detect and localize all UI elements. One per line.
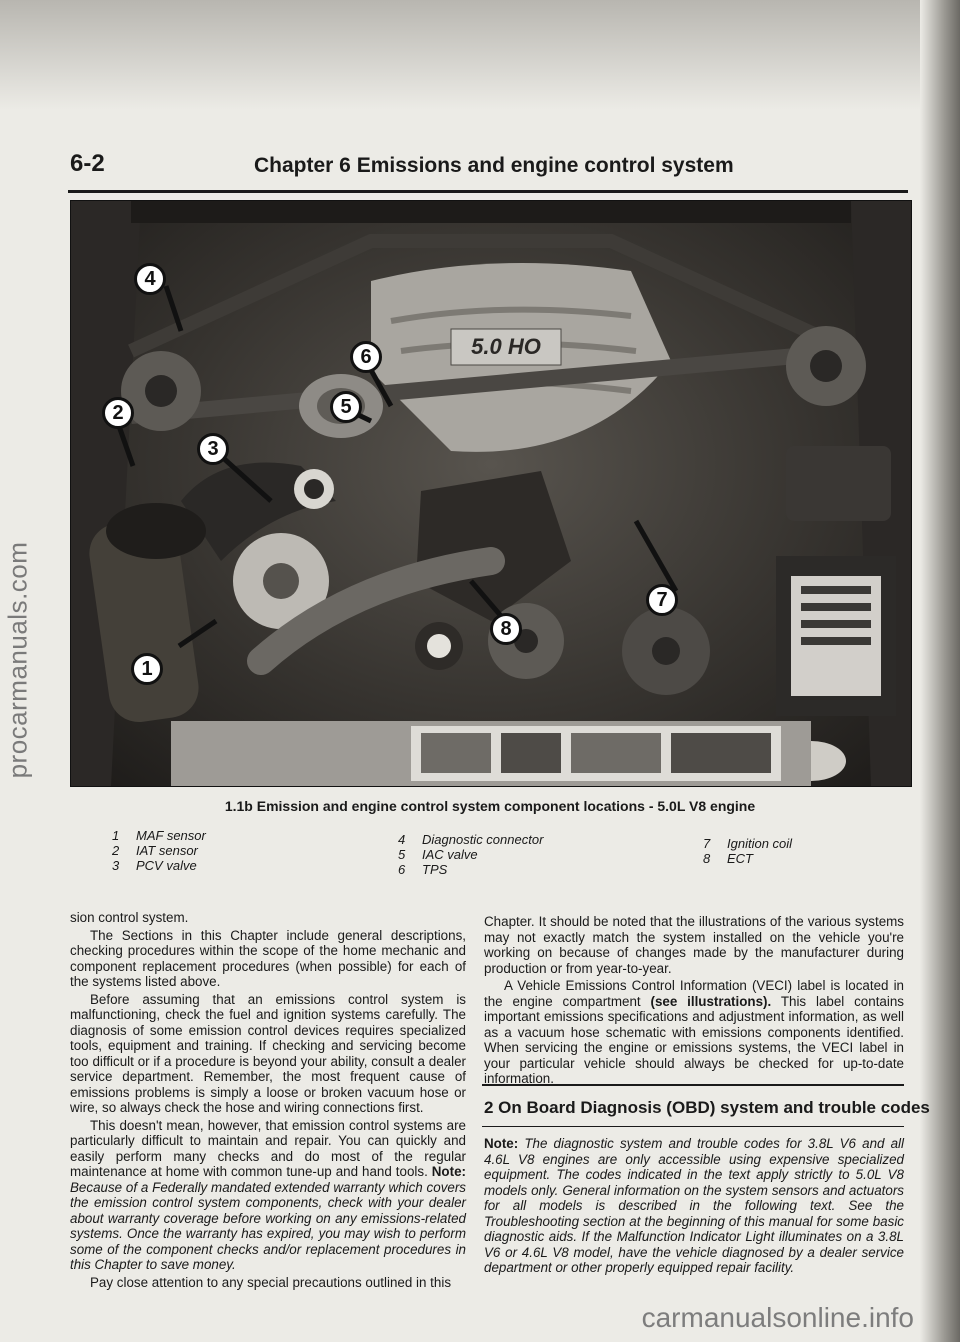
legend-column-2 [398,832,543,877]
legend-item: 5 IAC valve [398,847,478,862]
legend-item: 4 Diagnostic connector [398,832,544,847]
callout-3: 3 [197,433,229,465]
legend-item: 3 PCV valve [112,858,197,873]
callout-1: 1 [131,653,163,685]
paragraph: Pay close attention to any special precautions outlined in this [90,1274,452,1290]
legend-item: 2 IAT sensor [112,843,198,858]
engine-photo [70,200,912,787]
legend-item: 1 MAF sensor [112,828,206,843]
page-top-shadow [0,0,960,110]
paragraph: Note: The diagnostic system and trouble codes for 3.8L V6 and all 4.6L V8 engines are only accessible using expensive specialized equipment. The codes indicated in the text apply strictly to 5.0L V8 models only. General information on the system sensors and actuators for all models is described in the following text. See the Troubleshooting section at the beginning of this manual for some basic diagnostic aids. If the Malfunction Indicator Light illuminates on a 3.8L V6 or 4.6L V8 model, have the vehicle diagnosed by a dealer service department or other properly equipped repair facility. [484,1136,904,1275]
callout-2: 2 [102,397,134,429]
book-spine-shadow [920,0,960,1342]
paragraph: This doesn't mean, however, that emission control systems are particularly difficult to maintain and repair. You can quickly and easily perform many checks and do most of the regular maintenance at home with common tune-up and hand tools. Note: Because of a Federally mandated extended warranty which covers the emission control system components, check with your dealer about warranty coverage before working on any emissions-related systems. Once the warranty has expired, you may wish to perform some of the component checks and/or replacement procedures in this Chapter to save money. [70,1117,466,1272]
section-rule-bottom [482,1126,904,1127]
paragraph: The Sections in this Chapter include general descriptions, checking procedures within the scope of the home mechanic and component replacement procedures (when possible) for each of the systems listed above. [70,927,466,989]
callout-7: 7 [646,584,678,616]
legend-item: 6 TPS [398,862,448,877]
section-heading: 2 On Board Diagnosis (OBD) system and trouble codes [484,1098,930,1117]
figure-caption: 1.1b Emission and engine control system component locations - 5.0L V8 engine [224,798,756,814]
engine-photo-illustration [71,201,911,786]
obd-note [484,1136,904,1278]
paragraph: A Vehicle Emissions Control Information (VECI) label is located in the engine compartment (see illustrations). This label contains important emissions specifications and adjustment information, as well as a vacuum hose schematic with emissions components identified. When servicing the engine or emissions systems, the VECI label in your particular vehicle should always be checked for up-to-date information. [484,978,904,1086]
legend-item: 7 Ignition coil [703,836,793,851]
bottom-watermark: carmanualsonline.info [641,1302,914,1333]
legend-column-3 [703,836,792,866]
chapter-title: Chapter 6 Emissions and engine control system [254,154,734,177]
page-number: 6-2 [70,150,105,177]
engine-emblem-text: 5.0 HO [471,334,541,359]
right-text-column [484,914,904,1089]
paragraph: Chapter. It should be noted that the illustrations of the various systems may not exactly match the system installed on the vehicle you're working on because of changes made by the manufacturer during production or from year-to-year. [484,914,904,976]
left-text-column [70,910,466,1292]
paragraph: Before assuming that an emissions control system is malfunctioning, check the fuel and ignition systems carefully. The diagnosis of some emission control devices requires specialized tools, equipment and training. If checking and servicing become too difficult or if a procedure is beyond your ability, consult a dealer service department. Remember, the most frequent cause of emissions problems is simply a loose or broken vacuum hose or wire, so always check the hose and wiring connections first. [70,991,466,1115]
legend-column-1 [112,828,206,873]
callout-5: 5 [330,391,362,423]
section-rule-top [482,1084,904,1086]
callout-8: 8 [490,613,522,645]
callout-6: 6 [350,341,382,373]
page-header [68,150,908,193]
paragraph: sion control system. [70,910,189,925]
side-watermark: procarmanuals.com [2,541,33,779]
legend-item: 8 ECT [703,851,753,866]
callout-4: 4 [134,263,166,295]
